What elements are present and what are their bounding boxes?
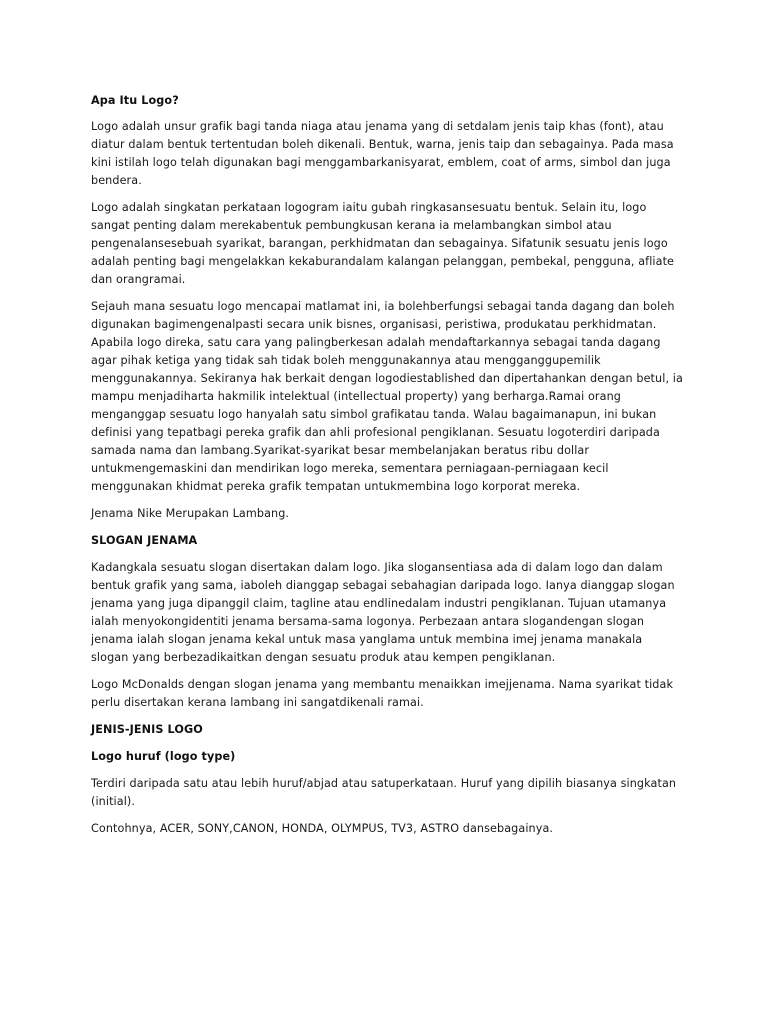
paragraph-intro-2: Logo adalah singkatan perkataan logogram iaitu gubah ringkasansesuatu bentuk. Selain itu, logo sangat penting dalam merekabentuk pembungkusan kerana ia melambangkan simbol atau pengenalansesebuah syarikat, barangan, perkhidmatan dan sebagainya. Sifatunik sesuatu jenis logo adalah penting bagi mengelakkan kekaburandalam kalangan pelanggan, pembekal, pengguna, afliate dan orangramai. [91,201,675,286]
paragraph-nike: Jenama Nike Merupakan Lambang. [91,507,290,520]
heading-slogan-jenama: SLOGAN JENAMA [91,534,198,547]
heading-jenis-logo: JENIS-JENIS LOGO [91,723,203,736]
paragraph-intro-1: Logo adalah unsur grafik bagi tanda niaga atau jenama yang di setdalam jenis taip khas (font), atau diatur dalam bentuk tertentudan boleh dikenali. Bentuk, warna, jenis taip dan sebagainya. Pada masa kini istilah logo telah digunakan bagi menggambarkanisyarat, emblem, coat of arms, simbol dan juga bendera. [91,120,674,187]
paragraph-slogan-1: Kadangkala sesuatu slogan disertakan dalam logo. Jika slogansentiasa ada di dalam logo dan dalam bentuk grafik yang sama, iaboleh dianggap sebagai sebahagian daripada logo. Ianya dianggap slogan jenama yang juga dipanggil claim, tagline atau endlinedalam industri pengiklanan. Tujuan utamanya ialah menyokongidentiti jenama bersama-sama logonya. Perbezaan antara slogandengan slogan jenama ialah slogan jenama kekal untuk masa yanglama untuk membina imej jenama manakala slogan yang berbezadikaitkan dengan sesuatu produk atau kempen pengiklanan. [91,561,675,664]
paragraph-logo-huruf-1: Terdiri daripada satu atau lebih huruf/abjad atau satuperkataan. Huruf yang dipilih biasanya singkatan (initial). [91,777,677,808]
subheading-logo-huruf: Logo huruf (logo type) [91,750,236,763]
document-body [91,92,683,847]
paragraph-intro-3: Sejauh mana sesuatu logo mencapai matlamat ini, ia bolehberfungsi sebagai tanda dagang dan boleh digunakan bagimengenalpasti secara unik bisnes, organisasi, peristiwa, produkatau perkhidmatan. Apabila logo direka, satu cara yang palingberkesan adalah mendaftarkannya sebagai tanda dagang agar pihak ketiga yang tidak sah tidak boleh menggunakannya atau mengganggupemilik menggunakannya. Sekiranya hak berkait dengan logodiestablished dan dipertahankan dengan betul, ia mampu menjadiharta hakmilik intelektual (intellectual property) yang berharga.Ramai orang menganggap sesuatu logo hanyalah satu simbol grafikatau tanda. Walau bagaimanapun, ini bukan definisi yang tepatbagi pereka grafik dan ahli profesional pengiklanan. Sesuatu logoterdiri daripada samada nama dan lambang.Syarikat-syarikat besar membelanjakan beratus ribu dollar untukmengemaskini dan mendirikan logo mereka, sementara perniagaan-perniagaan kecil menggunakan khidmat pereka grafik tempatan untukmembina logo korporat mereka. [91,300,683,493]
paragraph-slogan-2: Logo McDonalds dengan slogan jenama yang membantu menaikkan imejjenama. Nama syarikat tidak perlu disertakan kerana lambang ini sangatdikenali ramai. [91,678,674,709]
paragraph-logo-huruf-2: Contohnya, ACER, SONY,CANON, HONDA, OLYMPUS, TV3, ASTRO dansebagainya. [91,822,554,835]
document-title: Apa Itu Logo? [91,94,179,107]
